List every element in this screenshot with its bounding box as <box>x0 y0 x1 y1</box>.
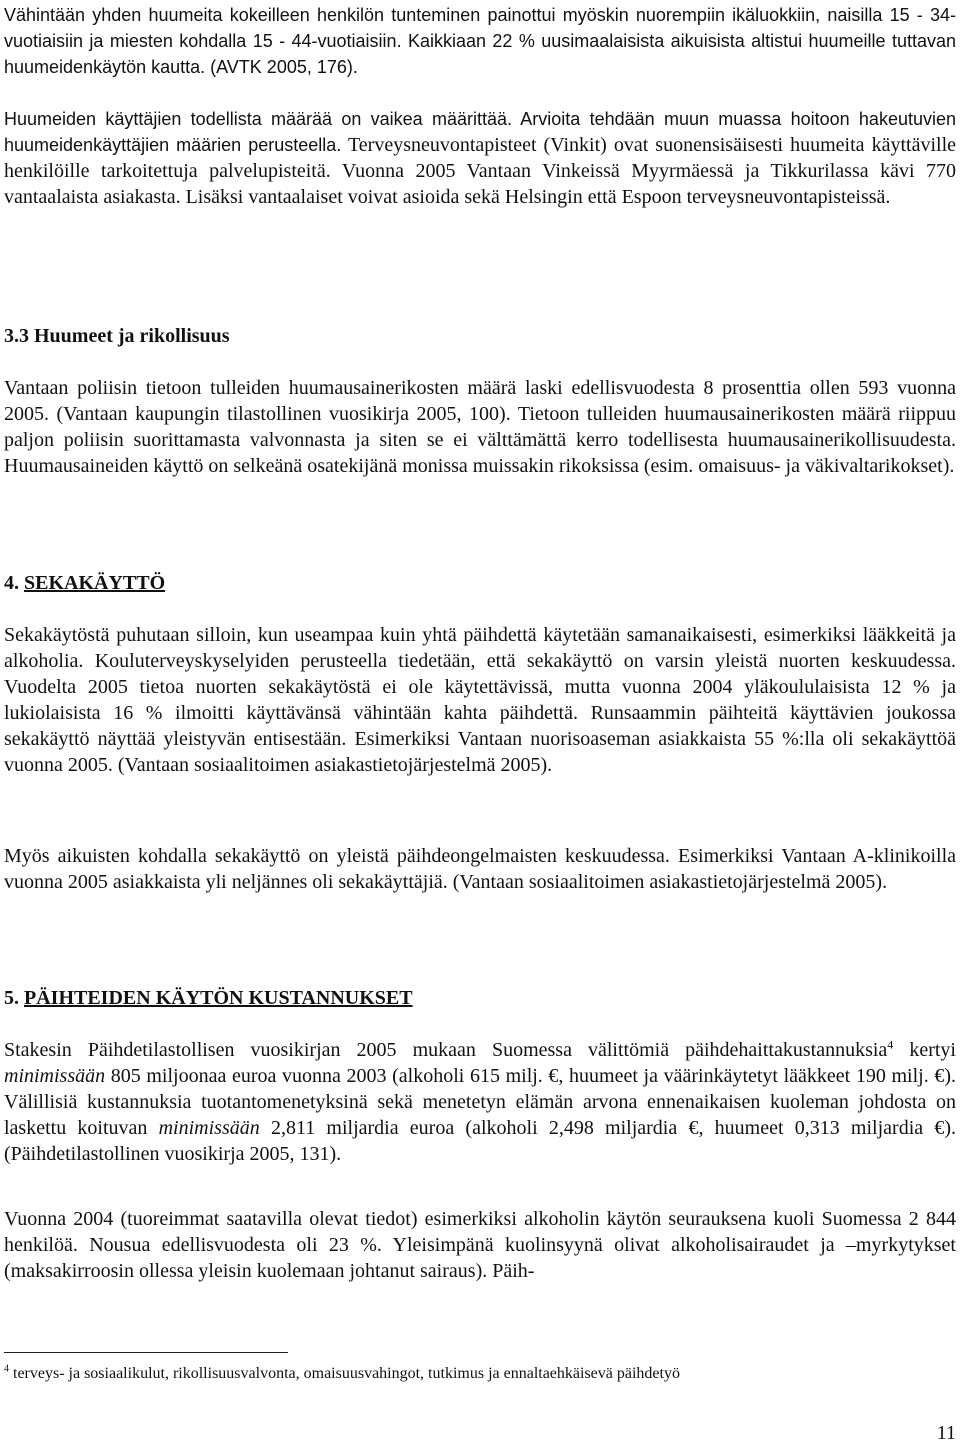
paragraph-alcohol-deaths: Vuonna 2004 (tuoreimmat saatavilla olevat tiedot) esimerkiksi alkoholin käytön seurauksena kuoli Suomessa 2 844 henkilöä. Nousua edellisvuodesta oli 23 %. Yleisimpänä kuolinsyynä olivat alkoholisairaudet ja –myrkytykset (maksakirroosin ollessa yleisin kuolemaan johtanut sairaus). Päih- <box>4 1208 956 1282</box>
paragraph-substance-costs-part4: 2,811 miljardia euroa (alkoholi 2,498 miljardia €, huumeet 0,313 miljardia €). (Päihdetilastollinen vuosikirja 2005, 131). <box>4 1117 956 1165</box>
paragraph-mixed-use-adults: Myös aikuisten kohdalla sekakäyttö on yleistä päihdeongelmaisten keskuudessa. Esimerkiksi Vantaan A-klinikoilla vuonna 2005 asiakkaista yli neljännes oli sekakäyttäjiä. (Vantaan sosiaalitoimen asiakastietojärjestelmä 2005). <box>4 845 956 893</box>
paragraph-drug-users-estimate-part2: Terveysneuvontapisteet (Vinkit) ovat suonensisäisesti huumeita käyttäville henkilöille tarkoitettuja palvelupisteitä. Vuonna 2005 Vantaan Vinkeissä Myyrmäessä ja Tikkurilassa kävi 770 vantaalaista asiakasta. Lisäksi vantaalaiset voivat asioida sekä Helsingin että Espoon terveysneuvontapisteissä. <box>4 134 957 208</box>
footnote-reference: 4 <box>887 1037 894 1052</box>
page-number: 11 <box>936 1422 956 1444</box>
paragraph-substance-costs-part3: 805 miljoonaa euroa vuonna 2003 (alkoholi 615 milj. €, huumeet ja väärinkäytetyt lääkkeet 190 milj. €). Välillisiä kustannuksia tuotantomenetyksinä sekä menetetyn elämän arvona ennenaikaisen kuoleman johdosta on laskettu koituvan <box>4 1065 956 1139</box>
section-heading-5 <box>4 985 413 1011</box>
footnote-divider <box>4 1352 288 1353</box>
section-heading-5-title: PÄIHTEIDEN KÄYTÖN KUSTANNUKSET <box>24 987 413 1009</box>
paragraph-drug-crimes: Vantaan poliisin tietoon tulleiden huumausainerikosten määrä laski edellisvuodesta 8 prosenttia ollen 593 vuonna 2005. (Vantaan kaupungin tilastollinen vuosikirja 2005, 100). Tietoon tulleiden huumausainerikosten määrä riippuu paljon poliisin suorittamasta valvonnasta ja siten se ei välttämättä kerro todellisesta huumausainerikollisuudesta. Huumausaineiden käyttö on selkeänä osatekijänä monissa muissakin rikoksissa (esim. omaisuus- ja väkivaltarikokset). <box>4 377 956 477</box>
paragraph-substance-costs <box>4 1037 956 1167</box>
paragraph-acquaintance-drug-use: Vähintään yhden huumeita kokeilleen henkilön tunteminen painottui myöskin nuorempiin ikäluokkiin, naisilla 15 - 34-vuotiaisiin ja miesten kohdalla 15 - 44-vuotiaisiin. Kaikkiaan 22 % uusimaalaisista aikuisista altistui huumeille tuttavan huumeidenkäytön kautta. (AVTK 2005, 176). <box>4 5 956 77</box>
footnote <box>4 1364 944 1384</box>
paragraph-mixed-use-youth: Sekakäytöstä puhutaan silloin, kun useampaa kuin yhtä päihdettä käytetään samanaikaisesti, esimerkiksi lääkkeitä ja alkoholia. Kouluterveyskyselyiden perusteella tiedetään, että sekakäyttö on varsin yleistä nuorten keskuudessa. Vuodelta 2005 tietoa nuorten sekakäytöstä ei ole käytettävissä, mutta vuonna 2004 yläkoululaisista 12 % ja lukiolaisista 16 % ilmoitti käyttävänsä vähintään kahta päihdettä. Runsaammin päihteitä käyttävien joukossa sekakäyttö näyttää yleistyvän entisestään. Esimerkiksi Vantaan nuorisoaseman asiakkaista 55 %:lla oli sekakäyttöä vuonna 2005. (Vantaan sosiaalitoimen asiakastietojärjestelmä 2005). <box>4 624 956 776</box>
footnote-text: terveys- ja sosiaalikulut, rikollisuusvalvonta, omaisuusvahingot, tutkimus ja ennaltaehkäisevä päihdetyö <box>9 1365 680 1382</box>
emphasis-minimissaan-1: minimissään <box>4 1065 106 1087</box>
paragraph-substance-costs-part2: kertyi <box>893 1039 956 1061</box>
paragraph-drug-users-estimate <box>4 106 956 210</box>
section-heading-4-number: 4. <box>4 572 24 594</box>
section-heading-4-title: SEKAKÄYTTÖ <box>24 572 166 594</box>
section-heading-4 <box>4 570 165 596</box>
emphasis-minimissaan-2: minimissään <box>158 1117 260 1139</box>
paragraph-substance-costs-part1: Stakesin Päihdetilastollisen vuosikirjan 2005 mukaan Suomessa välittömiä päihdehaittakustannuksia <box>4 1039 888 1061</box>
footnote-number: 4 <box>4 1363 9 1375</box>
paragraph-drug-users-estimate-part1: Huumeiden käyttäjien todellista määrää on vaikea määrittää. Arvioita tehdään muun muassa hoitoon hakeutuvien huumeidenkäyttäjien määrien perusteella. <box>4 109 956 155</box>
section-heading-5-number: 5. <box>4 987 24 1009</box>
section-heading-3-3: 3.3 Huumeet ja rikollisuus <box>4 325 230 347</box>
